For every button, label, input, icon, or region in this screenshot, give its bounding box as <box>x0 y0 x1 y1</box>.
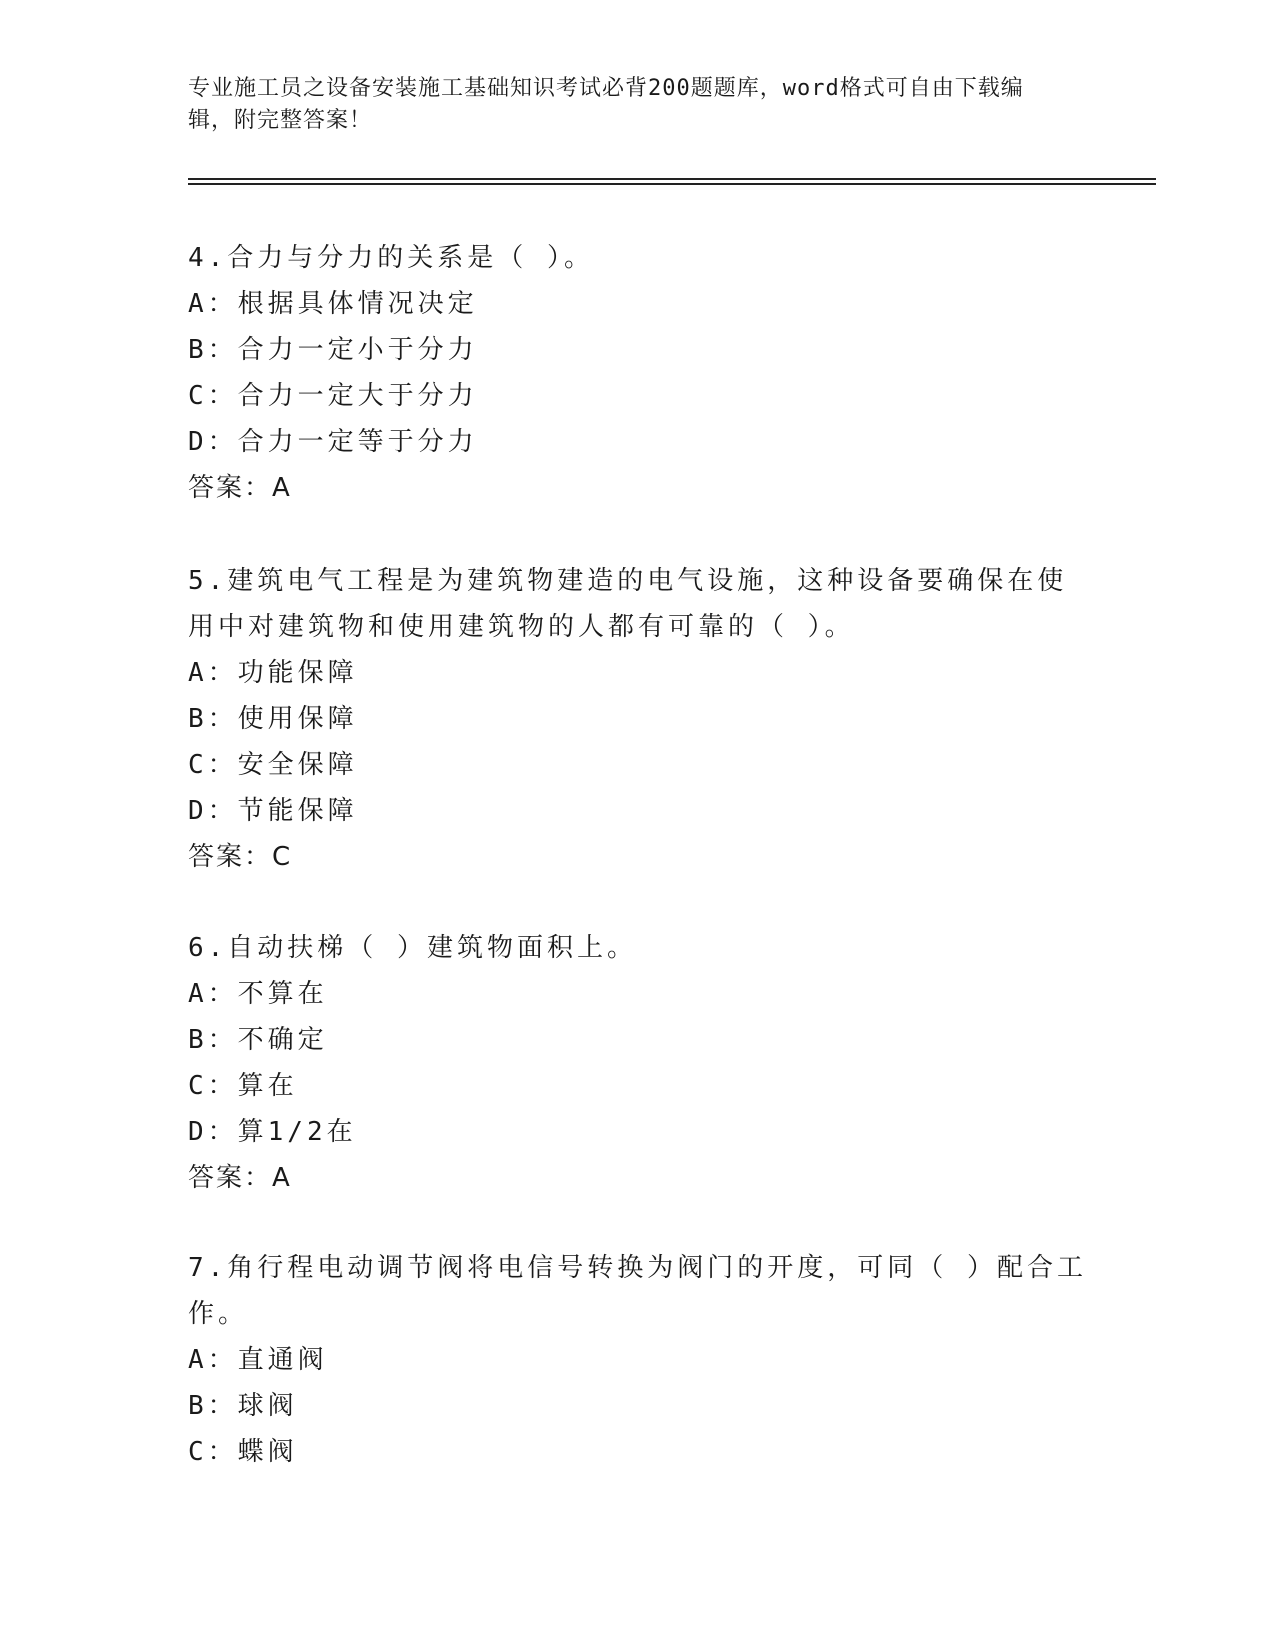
question-7 <box>188 1245 1088 1475</box>
header-divider-top <box>188 178 1156 180</box>
question-stem: 4.合力与分力的关系是（ ）。 <box>188 243 594 273</box>
question-stem: 6.自动扶梯（ ）建筑物面积上。 <box>188 933 637 963</box>
option-c: C：安全保障 <box>188 750 358 780</box>
document-header: 专业施工员之设备安装施工基础知识考试必背200题题库，word格式可自由下载编辑，附完整答案！ <box>188 76 1024 133</box>
option-d: D：算1/2在 <box>188 1117 357 1147</box>
option-a: A：根据具体情况决定 <box>188 289 478 319</box>
option-b: B：合力一定小于分力 <box>188 335 478 365</box>
option-d: D：合力一定等于分力 <box>188 427 478 457</box>
question-stem: 5.建筑电气工程是为建筑物建造的电气设施，这种设备要确保在使用中对建筑物和使用建筑物的人都有可靠的（ ）。 <box>188 566 1068 642</box>
header-divider-bottom <box>188 183 1156 185</box>
answer-line: 答案：C <box>188 842 293 872</box>
option-b: B：不确定 <box>188 1025 328 1055</box>
question-5 <box>188 558 1088 880</box>
option-a: A：不算在 <box>188 979 328 1009</box>
option-b: B：使用保障 <box>188 704 358 734</box>
option-a: A：功能保障 <box>188 658 358 688</box>
question-6 <box>188 925 1088 1201</box>
option-c: C：算在 <box>188 1071 298 1101</box>
option-c: C：蝶阀 <box>188 1437 298 1467</box>
answer-line: 答案：A <box>188 473 292 503</box>
option-d: D：节能保障 <box>188 796 358 826</box>
answer-line: 答案：A <box>188 1163 292 1193</box>
question-4 <box>188 235 1088 511</box>
option-c: C：合力一定大于分力 <box>188 381 478 411</box>
question-stem: 7.角行程电动调节阀将电信号转换为阀门的开度，可同（ ）配合工作。 <box>188 1253 1087 1329</box>
option-b: B：球阀 <box>188 1391 298 1421</box>
option-a: A：直通阀 <box>188 1345 328 1375</box>
